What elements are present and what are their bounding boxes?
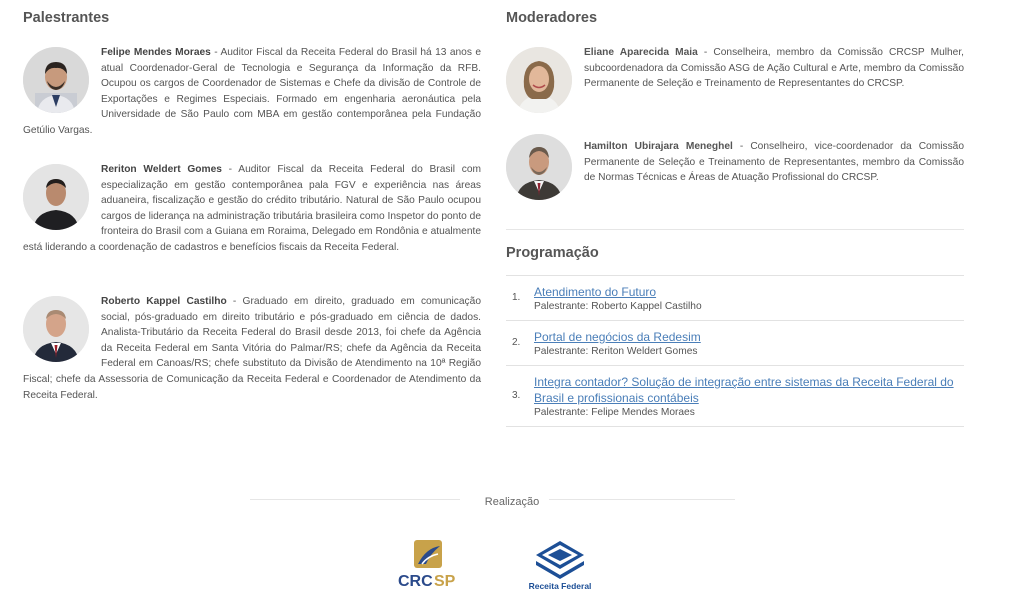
palestrante-card	[23, 162, 481, 256]
avatar	[23, 296, 89, 362]
item-number: 1.	[512, 292, 521, 303]
programacao-title: Programação	[506, 245, 599, 261]
programacao-link[interactable]: Atendimento do Futuro	[534, 285, 657, 299]
palestrantes-title: Palestrantes	[23, 10, 110, 26]
crcsp-logo	[396, 538, 460, 590]
item-speaker: Palestrante: Felipe Mendes Moraes	[534, 407, 695, 418]
programacao-link[interactable]: Portal de negócios da Redesim	[534, 330, 701, 344]
palestrante-card	[23, 45, 481, 139]
person-bio: - Conselheiro, vice-coordenador da Comissão Permanente de Seleção e Treinamento de Representantes, membro da Comissão de Normas Técnicas e Áreas de Atuação Profissional do CRCSP.	[584, 141, 964, 184]
avatar	[506, 47, 572, 113]
person-name: Felipe Mendes Moraes	[101, 47, 211, 58]
person-name: Reriton Weldert Gomes	[101, 164, 222, 175]
avatar	[23, 47, 89, 113]
person-name: Hamilton Ubirajara Meneghel	[584, 141, 733, 152]
item-number: 3.	[512, 390, 521, 401]
moderadores-title: Moderadores	[506, 10, 598, 26]
person-bio: - Auditor Fiscal da Receita Federal do Brasil há 13 anos e atual Coordenador-Geral de Tecnologia e Segurança da Informação da RFB. Ocupou os cargos de Coordenador de Sistemas e Chefe da divisão de Controle de Exportações e Regimes Especiais. Formado em engenharia aeronáutica pela Universidade de São Paulo com MBA em gestão contemporânea pela Fundação Getúlio Vargas.	[23, 47, 481, 136]
person-name: Eliane Aparecida Maia	[584, 47, 698, 58]
receita-federal-logo	[528, 539, 592, 591]
person-bio: - Graduado em direito, graduado em comunicação social, pós-graduado em direito tributário e pós-graduado em ciência de dados. Analista-Tributário da Receita Federal do Brasil desde 2013, foi chefe da Agência da Receita Federal em Santa Vitória do Palmar/RS; chefe da Agência da Receita Federal em Canoas/RS; chefe substituto da Divisão de Atendimento na 10ª Região Fiscal; chefe da Assessoria de Comunicação da Receita Federal e Coordenador de Atendimento da Receita Federal.	[23, 296, 481, 401]
item-speaker: Palestrante: Reriton Weldert Gomes	[534, 346, 698, 357]
programacao-link[interactable]: Integra contador? Solução de integração entre sistemas da Receita Federal do Brasil e profissionais contábeis	[534, 375, 954, 405]
list-item	[506, 366, 964, 427]
item-speaker: Palestrante: Roberto Kappel Castilho	[534, 301, 702, 312]
person-bio: - Conselheira, membro da Comissão CRCSP Mulher, subcoordenadora da Comissão ASG de Ação Cultural e Arte, membro da Comissão Permanente de Seleção e Treinamento de Representantes do CRCSP.	[584, 47, 964, 90]
avatar	[506, 134, 572, 200]
person-name: Roberto Kappel Castilho	[101, 296, 227, 307]
divider-left	[250, 499, 460, 500]
avatar	[23, 164, 89, 230]
list-item	[506, 276, 964, 321]
svg-text:Receita Federal: Receita Federal	[528, 581, 592, 591]
realizacao-label: Realização	[475, 496, 549, 508]
item-number: 2.	[512, 337, 521, 348]
programacao-list	[506, 275, 964, 427]
svg-text:SP: SP	[434, 573, 456, 590]
realizacao-section	[0, 492, 1024, 510]
svg-text:CRC: CRC	[398, 573, 433, 590]
palestrante-card	[23, 294, 481, 403]
person-bio: - Auditor Fiscal da Receita Federal do Brasil com especialização em gestão contemporânea pala FGV e experiência nas áreas aduaneira, fiscalização e gestão do crédito tributário. Natural de São Paulo ocupou cargos de liderança na administração tributária brasileira como Inspetor do ponto de fronteira do Brasil com a Guiana em Roraima, Delegado em Rondônia e atualmente está liderando a coordenação de cadastros e benefícios fiscais da Receita Federal.	[23, 164, 481, 253]
section-divider	[506, 229, 964, 230]
list-item	[506, 321, 964, 366]
divider-right	[530, 499, 735, 500]
